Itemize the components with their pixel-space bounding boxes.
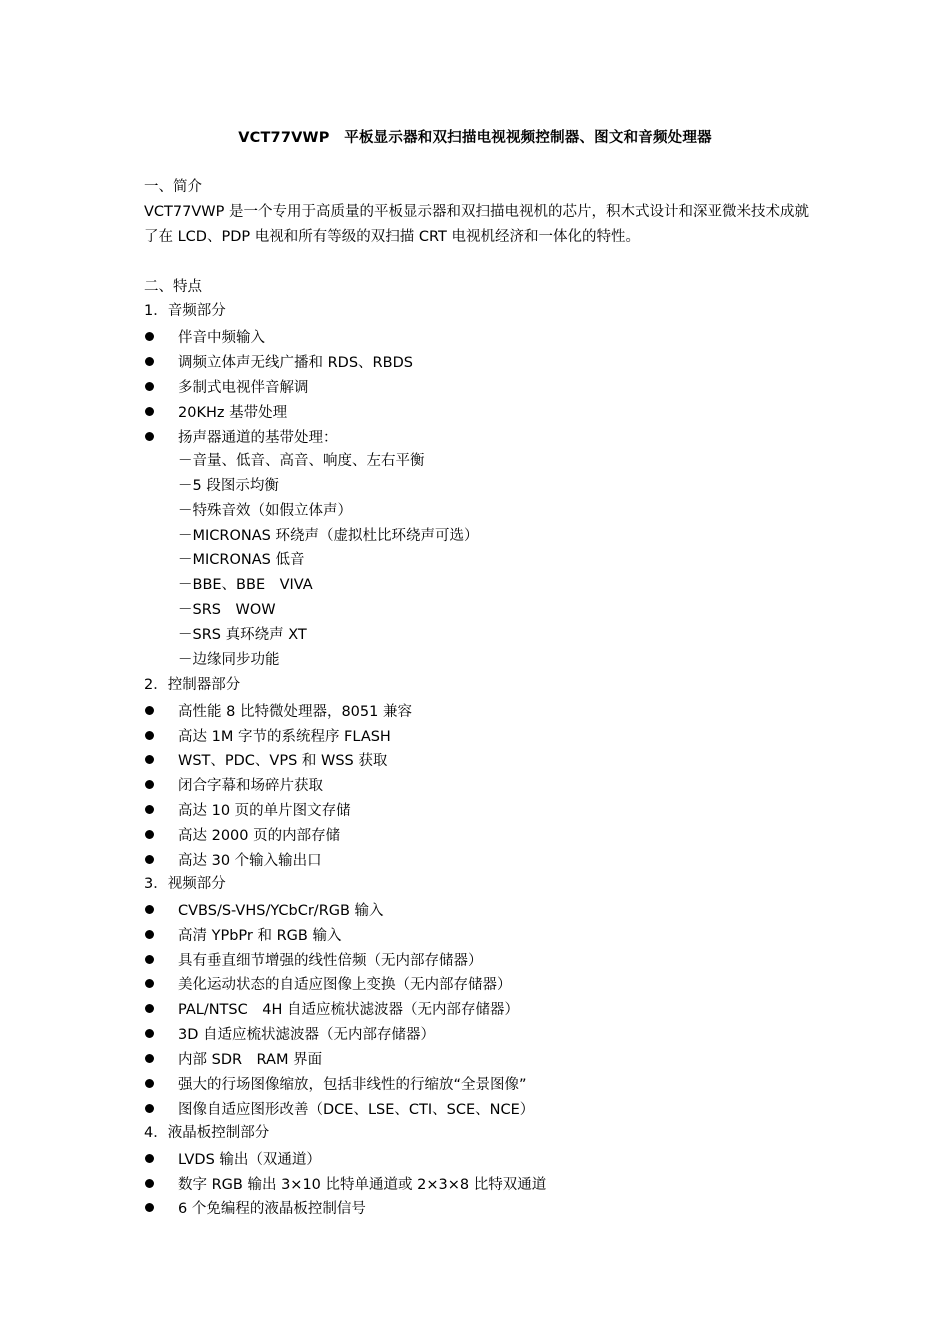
- list-item-text: 强大的行场图像缩放，包括非线性的行缩放“全景图像”: [178, 1077, 527, 1094]
- list-item-text: 具有垂直细节增强的线性倍频（无内部存储器）: [178, 952, 483, 969]
- lcd-heading: 4．液晶板控制部分: [144, 1124, 270, 1141]
- list-item: [144, 772, 812, 797]
- lcd-list: [144, 1146, 812, 1221]
- bullet-dot-icon: [145, 382, 154, 391]
- list-item: [144, 748, 812, 773]
- bullet-dot-icon: [145, 332, 154, 341]
- bullet-dot-icon: [145, 905, 154, 914]
- list-item-text: 高达 2000 页的内部存储: [178, 828, 341, 845]
- bullet-dot-icon: [145, 955, 154, 964]
- list-item: [144, 996, 812, 1021]
- audio-heading: 1．音频部分: [144, 303, 226, 320]
- audio-sublist: [144, 449, 812, 673]
- sub-item: －MICRONAS 环绕声（虚拟杜比环绕声可选）: [178, 527, 479, 544]
- sub-item: －特殊音效（如假立体声）: [178, 502, 352, 519]
- bullet-dot-icon: [145, 1004, 154, 1013]
- list-item-text: 图像自适应图形改善（DCE、LSE、CTI、SCE、NCE）: [178, 1101, 535, 1118]
- bullet-dot-icon: [145, 855, 154, 864]
- list-item: [144, 1171, 812, 1196]
- list-item: [144, 399, 812, 424]
- list-item-text: 3D 自适应梳状滤波器（无内部存储器）: [178, 1027, 435, 1044]
- list-item: [144, 897, 812, 922]
- list-item-text: PAL/NTSC 4H 自适应梳状滤波器（无内部存储器）: [178, 1002, 519, 1019]
- list-item: [144, 847, 812, 872]
- document-title: VCT77VWP 平板显示器和双扫描电视视频控制器、图文和音频处理器: [238, 130, 712, 146]
- list-item-text: 美化运动状态的自适应图像上变换（无内部存储器）: [178, 977, 512, 994]
- bullet-dot-icon: [145, 1029, 154, 1038]
- list-item-text: 内部 SDR RAM 界面: [178, 1052, 323, 1069]
- bullet-dot-icon: [145, 731, 154, 740]
- bullet-dot-icon: [145, 432, 154, 441]
- bullet-dot-icon: [145, 830, 154, 839]
- bullet-dot-icon: [145, 755, 154, 764]
- bullet-dot-icon: [145, 1054, 154, 1063]
- list-item: [144, 947, 812, 972]
- list-item: [144, 349, 812, 374]
- list-item: [144, 1046, 812, 1071]
- list-item: [144, 1071, 812, 1096]
- intro-text: VCT77VWP 是一个专用于高质量的平板显示器和双扫描电视机的芯片，积木式设计和深亚微米技术成就了在 LCD、PDP 电视和所有等级的双扫描 CRT 电视机经济和一体化的特性。: [144, 203, 809, 245]
- list-item: [144, 374, 812, 399]
- list-item: [144, 797, 812, 822]
- list-item: [144, 972, 812, 997]
- list-item-text: 6 个免编程的液晶板控制信号: [178, 1201, 366, 1218]
- list-item: [144, 723, 812, 748]
- controller-heading: 2．控制器部分: [144, 676, 241, 693]
- list-item: [144, 822, 812, 847]
- video-heading: 3．视频部分: [144, 875, 226, 892]
- list-item: [144, 424, 812, 449]
- bullet-dot-icon: [145, 407, 154, 416]
- list-item-text: 扬声器通道的基带处理：: [178, 429, 338, 446]
- list-item: [144, 922, 812, 947]
- sub-item: －音量、低音、高音、响度、左右平衡: [178, 452, 425, 469]
- bullet-dot-icon: [145, 1179, 154, 1188]
- list-item-text: WST、PDC、VPS 和 WSS 获取: [178, 753, 388, 770]
- controller-list: [144, 698, 812, 872]
- bullet-dot-icon: [145, 706, 154, 715]
- list-item-text: 闭合字幕和场碎片获取: [178, 778, 323, 795]
- list-item: [144, 1021, 812, 1046]
- list-item: [144, 1096, 812, 1121]
- sub-item: －MICRONAS 低音: [178, 552, 305, 569]
- bullet-dot-icon: [145, 930, 154, 939]
- bullet-dot-icon: [145, 1079, 154, 1088]
- video-list: [144, 897, 812, 1121]
- bullet-dot-icon: [145, 979, 154, 988]
- bullet-dot-icon: [145, 780, 154, 789]
- list-item: [144, 324, 812, 349]
- bullet-dot-icon: [145, 1104, 154, 1113]
- document-body: [144, 175, 812, 1220]
- list-item-text: 高达 30 个输入输出口: [178, 853, 322, 870]
- list-item: [144, 698, 812, 723]
- list-item-text: CVBS/S-VHS/YCbCr/RGB 输入: [178, 902, 384, 919]
- bullet-dot-icon: [145, 357, 154, 366]
- list-item-text: 高达 1M 字节的系统程序 FLASH: [178, 728, 391, 745]
- list-item-text: 数字 RGB 输出 3×10 比特单通道或 2×3×8 比特双通道: [178, 1176, 547, 1193]
- bullet-dot-icon: [145, 1154, 154, 1163]
- list-item: [144, 1146, 812, 1171]
- list-item-text: 高清 YPbPr 和 RGB 输入: [178, 927, 342, 944]
- list-item-text: 高达 10 页的单片图文存储: [178, 803, 351, 820]
- sub-item: －SRS WOW: [178, 602, 276, 619]
- list-item-text: 20KHz 基带处理: [178, 404, 288, 421]
- audio-list: [144, 324, 812, 448]
- list-item-text: 高性能 8 比特微处理器，8051 兼容: [178, 703, 412, 720]
- list-item-text: 伴音中频输入: [178, 330, 265, 347]
- bullet-dot-icon: [145, 1203, 154, 1212]
- intro-heading: 一、简介: [144, 179, 202, 195]
- list-item-text: 多制式电视伴音解调: [178, 380, 309, 397]
- sub-item: －BBE、BBE VIVA: [178, 577, 313, 594]
- bullet-dot-icon: [145, 805, 154, 814]
- features-heading: 二、特点: [144, 278, 202, 295]
- list-item-text: LVDS 输出（双通道）: [178, 1151, 321, 1168]
- sub-item: －SRS 真环绕声 XT: [178, 627, 307, 644]
- list-item: [144, 1196, 812, 1221]
- sub-item: －5 段图示均衡: [178, 477, 279, 494]
- spacer: [144, 250, 812, 275]
- sub-item: －边缘同步功能: [178, 651, 280, 668]
- list-item-text: 调频立体声无线广播和 RDS、RBDS: [178, 355, 413, 372]
